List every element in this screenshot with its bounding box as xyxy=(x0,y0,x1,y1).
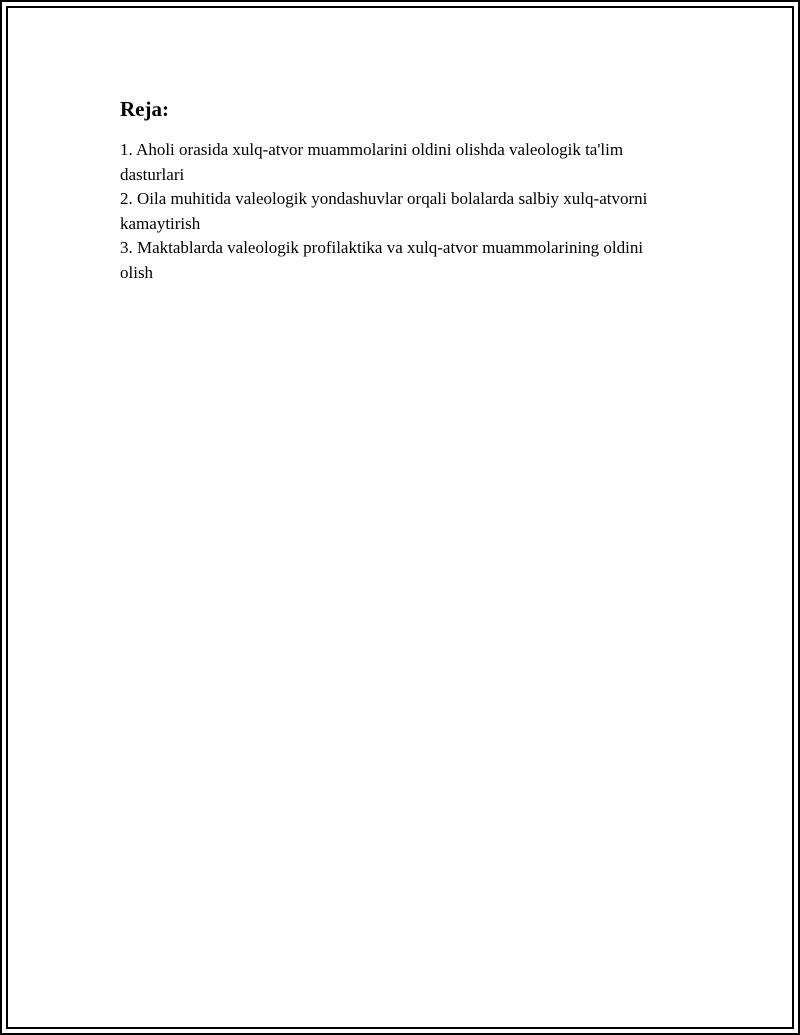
plan-title: Reja: xyxy=(120,97,169,121)
plan-list xyxy=(120,138,690,285)
document-content xyxy=(120,96,690,285)
plan-item-3: 3. Maktablarda valeologik profilaktika va xulq-atvor muammolarining oldini olish xyxy=(120,238,644,282)
plan-item-1: 1. Aholi orasida xulq-atvor muammolarini oldini olishda valeologik ta'lim dasturlari xyxy=(120,140,624,184)
plan-item-2: 2. Oila muhitida valeologik yondashuvlar orqali bolalarda salbiy xulq-atvorni kamaytirish xyxy=(120,189,648,233)
